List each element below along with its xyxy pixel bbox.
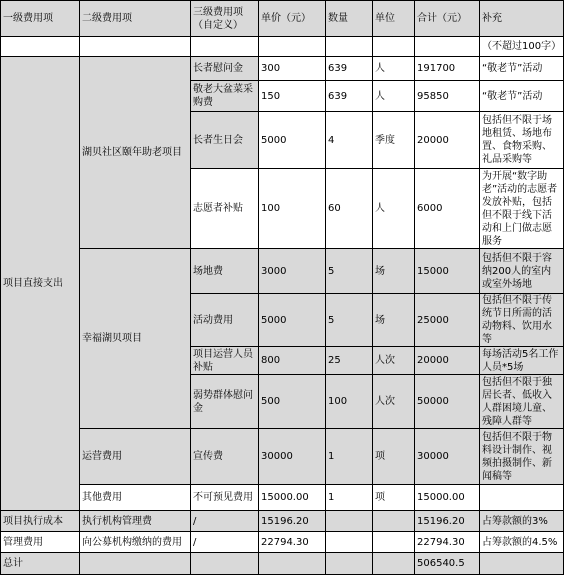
item-cell: 宣传费 — [191, 429, 259, 485]
note-cell: “敬老节”活动 — [480, 57, 564, 81]
level2-xingfu: 幸福湖贝项目 — [80, 249, 191, 429]
qty-cell: 639 — [326, 81, 373, 112]
item-cell: 场地费 — [191, 249, 259, 294]
item-cell: 活动费用 — [191, 294, 259, 347]
level1-exec-cost: 项目执行成本 — [1, 511, 80, 532]
unit-cell: 项 — [373, 429, 415, 485]
price-cell: 5000 — [259, 112, 326, 169]
note-cell — [480, 485, 564, 511]
price-cell: 500 — [259, 375, 326, 429]
unit-cell: 场 — [373, 294, 415, 347]
total-cell: 95850 — [415, 81, 480, 112]
item-cell: 不可预见费用 — [191, 485, 259, 511]
unit-cell: 项 — [373, 485, 415, 511]
total-cell: 25000 — [415, 294, 480, 347]
qty-cell: 100 — [326, 375, 373, 429]
total-cell: 191700 — [415, 57, 480, 81]
unit-cell: 场 — [373, 249, 415, 294]
header-row — [1, 1, 564, 37]
note-cell: 包括但不限于传统节日所需的活动物料、饮用水等 — [480, 294, 564, 347]
table-row — [1, 532, 564, 553]
price-cell: 30000 — [259, 429, 326, 485]
qty-cell: 4 — [326, 112, 373, 169]
header-cell: 补充 — [480, 1, 564, 37]
level1-total: 总计 — [1, 553, 80, 575]
note-cell: 占筹款额的3% — [480, 511, 564, 532]
header-cell: 数量 — [326, 1, 373, 37]
header-cell: 单价（元） — [259, 1, 326, 37]
header-cell: 单位 — [373, 1, 415, 37]
item-cell: 志愿者补贴 — [191, 169, 259, 249]
note-cell: “敬老节”活动 — [480, 81, 564, 112]
price-cell: 100 — [259, 169, 326, 249]
qty-cell: 5 — [326, 249, 373, 294]
grand-total: 506540.5 — [415, 553, 480, 575]
total-cell: 15000 — [415, 249, 480, 294]
unit-cell: 人次 — [373, 375, 415, 429]
note-cell: 包括但不限于独居长者、低收入人群困境儿童、残障人群等 — [480, 375, 564, 429]
note-cell: 包括但不限于物料设计制作、视频拍摄制作、新闻稿等 — [480, 429, 564, 485]
total-cell: 30000 — [415, 429, 480, 485]
qty-cell: 1 — [326, 485, 373, 511]
qty-cell: 25 — [326, 347, 373, 375]
price-cell: 150 — [259, 81, 326, 112]
total-cell: 20000 — [415, 347, 480, 375]
price-cell: 15000.00 — [259, 485, 326, 511]
unit-cell: 人 — [373, 81, 415, 112]
unit-cell: 人 — [373, 57, 415, 81]
level2-foundation-fee: 向公募机构缴纳的费用 — [80, 532, 191, 553]
note-cell: 占筹款额的4.5% — [480, 532, 564, 553]
qty-cell: 639 — [326, 57, 373, 81]
item-cell: 弱势群体慰问金 — [191, 375, 259, 429]
header-cell: 一级费用项 — [1, 1, 80, 37]
level1-direct: 项目直接支出 — [1, 57, 80, 511]
level1-management: 管理费用 — [1, 532, 80, 553]
price-cell: 300 — [259, 57, 326, 81]
total-cell: 15000.00 — [415, 485, 480, 511]
price-cell: 800 — [259, 347, 326, 375]
level2-agency-fee: 执行机构管理费 — [80, 511, 191, 532]
qty-cell: 1 — [326, 429, 373, 485]
table-row — [1, 485, 564, 511]
price-cell: 15196.20 — [259, 511, 326, 532]
price-cell: 3000 — [259, 249, 326, 294]
item-cell: 长者慰问金 — [191, 57, 259, 81]
price-cell: 5000 — [259, 294, 326, 347]
header-cell: 二级费用项 — [80, 1, 191, 37]
level2-huxi: 湖贝社区颐年助老项目 — [80, 57, 191, 249]
header-cell: 合计（元） — [415, 1, 480, 37]
total-cell: 6000 — [415, 169, 480, 249]
item-cell: 项目运营人员补贴 — [191, 347, 259, 375]
level2-other: 其他费用 — [80, 485, 191, 511]
unit-cell: 人 — [373, 169, 415, 249]
total-row — [1, 553, 564, 575]
total-cell: 50000 — [415, 375, 480, 429]
table-row — [1, 57, 564, 81]
item-cell: / — [191, 532, 259, 553]
item-cell: 敬老大盆菜采购费 — [191, 81, 259, 112]
qty-cell: 5 — [326, 294, 373, 347]
item-cell: / — [191, 511, 259, 532]
table-row — [1, 429, 564, 485]
note-cell: 包括但不限于容纳200人的室内或室外场地 — [480, 249, 564, 294]
total-cell: 22794.30 — [415, 532, 480, 553]
level2-ops: 运营费用 — [80, 429, 191, 485]
item-cell: 长者生日会 — [191, 112, 259, 169]
total-cell: 20000 — [415, 112, 480, 169]
note-cell: 为开展“数字助老”活动的志愿者发放补贴，包括但不限于线下活动和上门做志愿服务 — [480, 169, 564, 249]
unit-cell: 季度 — [373, 112, 415, 169]
table-row — [1, 249, 564, 294]
total-cell: 15196.20 — [415, 511, 480, 532]
header-cell: 三级费用项（自定义） — [191, 1, 259, 37]
note-row — [1, 37, 564, 57]
note-cell: 每场活动5名工作人员*5场 — [480, 347, 564, 375]
price-cell: 22794.30 — [259, 532, 326, 553]
note-limit: （不超过100字） — [480, 37, 564, 57]
table-row — [1, 511, 564, 532]
unit-cell: 人次 — [373, 347, 415, 375]
note-cell: 包括但不限于场地租赁、场地布置、食物采购、礼品采购等 — [480, 112, 564, 169]
qty-cell: 60 — [326, 169, 373, 249]
